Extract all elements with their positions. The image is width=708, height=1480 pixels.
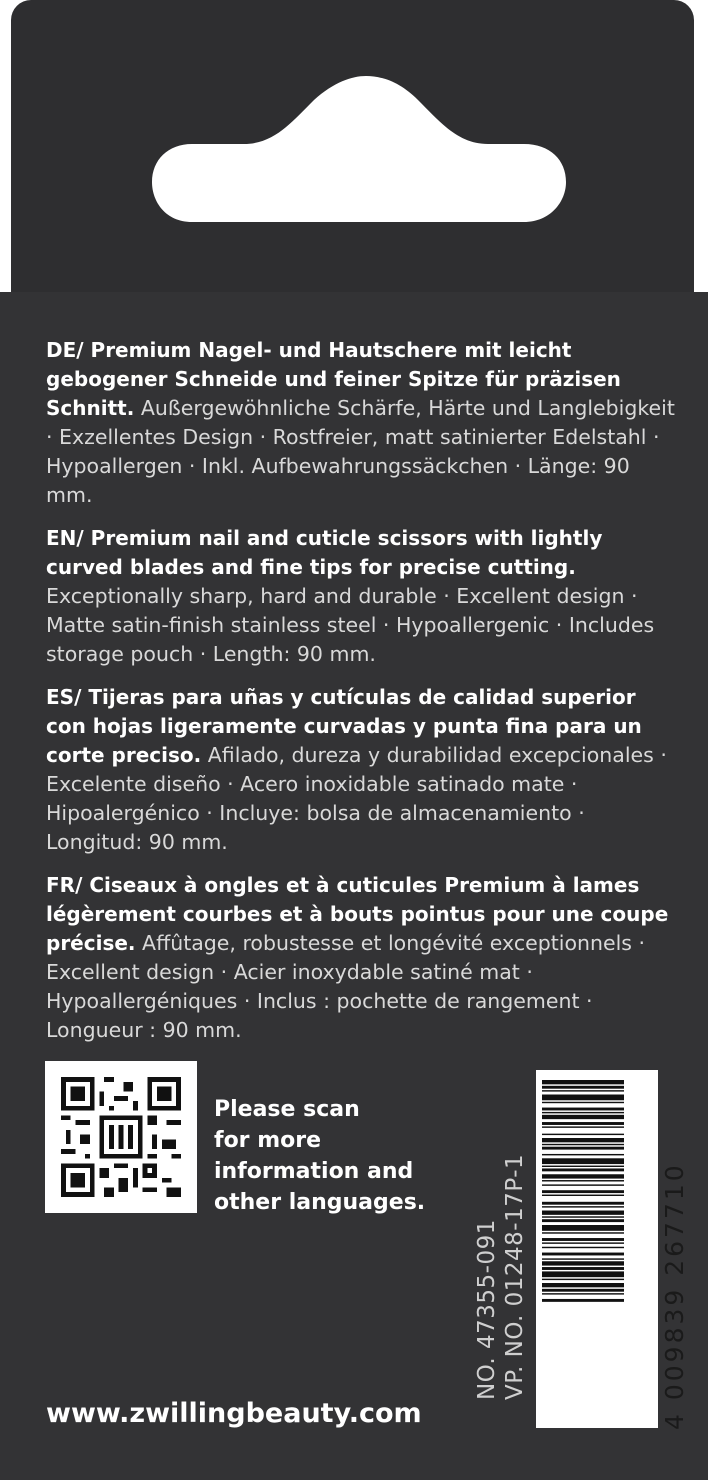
vp-number: VP. NO. 01248-17P-1: [502, 1153, 528, 1400]
qr-code[interactable]: [45, 1061, 197, 1213]
scan-line-1: Please scan: [214, 1097, 360, 1122]
paragraph-en: [46, 524, 676, 669]
qr-code-icon: [61, 1077, 181, 1197]
heading-de: DE/ Premium Nagel- und Hautschere mit leicht gebogener Schneide und feiner Spitze für präzisen Schnitt.: [46, 338, 621, 420]
details-de: Außergewöhnliche Schärfe, Härte und Langlebigkeit · Exzellentes Design · Rostfreier, matt satinierter Edelstahl · Hypoallergen · Inkl. Aufbewahrungssäckchen · Länge: 90 mm.: [46, 396, 675, 507]
details-fr: Affûtage, robustesse et longévité exceptionnels · Excellent design · Acier inoxydable satiné mat · Hypoallergéniques · Inclus : pochette de rangement · Longueur : 90 mm.: [46, 931, 646, 1042]
package-header: [11, 0, 694, 300]
heading-en: EN/ Premium nail and cuticle scissors with lightly curved blades and fine tips for precise cutting.: [46, 526, 603, 579]
scan-line-3: information and: [214, 1159, 414, 1184]
website-url[interactable]: www.zwillingbeauty.com: [46, 1398, 422, 1429]
details-en: Exceptionally sharp, hard and durable · Excellent design · Matte satin-finish stainless steel · Hypoallergenic · Includes storage pouch · Length: 90 mm.: [46, 584, 655, 666]
article-number: NO. 47355-091: [474, 1219, 500, 1400]
scan-line-4: other languages.: [214, 1190, 426, 1215]
scan-line-2: for more: [214, 1128, 322, 1153]
paragraph-fr: [46, 871, 676, 1045]
product-codes: [468, 1153, 538, 1400]
paragraph-es: [46, 683, 676, 857]
details-es: Afilado, dureza y durabilidad excepcionales · Excelente diseño · Acero inoxidable satinado mate · Hipoalergénico · Incluye: bolsa de almacenamiento · Longitud: 90 mm.: [46, 743, 667, 854]
scan-instructions: [214, 1094, 454, 1218]
barcode-icon: [542, 1080, 624, 1418]
paragraph-de: [46, 336, 676, 510]
hang-hole-icon: [152, 76, 566, 222]
package-back: [0, 292, 708, 1480]
heading-es: ES/ Tijeras para uñas y cutículas de calidad superior con hojas ligeramente curvadas y punta fina para un corte preciso.: [46, 685, 642, 767]
heading-fr: FR/ Ciseaux à ongles et à cuticules Premium à lames légèrement courbes et à bouts pointus pour une coupe précise.: [46, 873, 669, 955]
barcode-digits: 4 009839 267710: [660, 1162, 689, 1430]
description-block: [46, 336, 676, 1059]
barcode: [536, 1070, 689, 1430]
